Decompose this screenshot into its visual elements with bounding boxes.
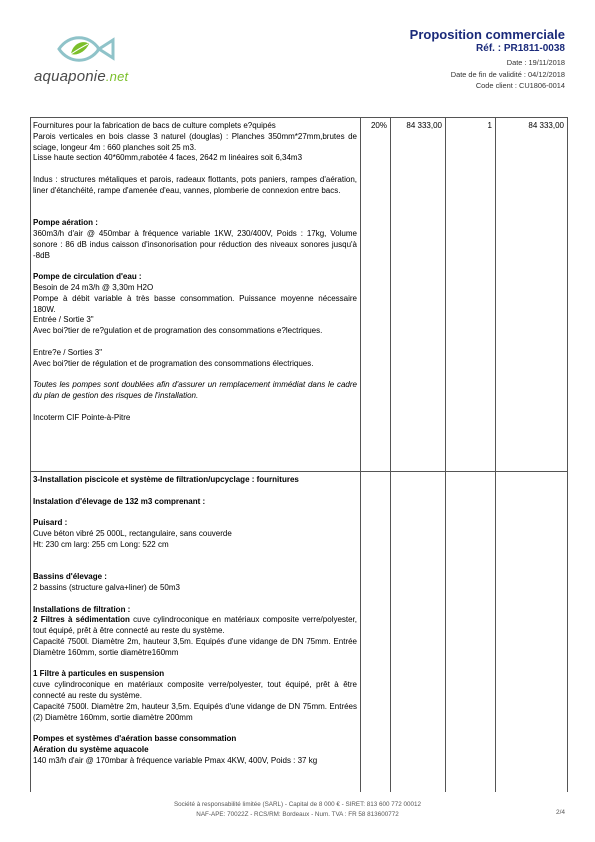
description-line: Entre?e / Sorties 3"	[33, 347, 103, 357]
blank-line	[33, 507, 357, 518]
quantity: 1	[446, 118, 496, 472]
description-line: Pompe à débit variable à très basse consommation. Puissance moyenne nécessaire 180W.	[33, 293, 357, 314]
document-header	[410, 27, 565, 92]
description-line: Aération du système aquacole	[33, 744, 149, 754]
line-items-table	[30, 117, 568, 792]
blank-line	[33, 261, 357, 272]
description-line: Pompe aération :	[33, 218, 98, 228]
description-line: Ht: 230 cm larg: 255 cm Long: 522 cm	[33, 539, 169, 549]
table-row	[31, 472, 568, 793]
blank-line	[33, 337, 357, 348]
description-line: Instalation d'élevage de 132 m3 comprenant :	[33, 496, 206, 506]
vat-rate: 20%	[361, 118, 391, 472]
description-line: Bassins d'élevage :	[33, 572, 107, 582]
description-line: Installations de filtration :	[33, 604, 131, 614]
blank-line	[33, 551, 357, 562]
description-line: Cuve béton vibré 25 000L, rectangulaire, sans couverde	[33, 528, 232, 538]
blank-line	[33, 197, 357, 208]
description-line: Avec boi?tier de re?gulation et de programation des consommations e?lectriques.	[33, 326, 323, 336]
footer-registration-info: NAF-APE: 70022Z - RCS/RM: Bordeaux - Num. TVA : FR 58 813600772	[196, 810, 399, 818]
item-description	[31, 118, 361, 472]
description-line: Incoterm CIF Pointe-à-Pitre	[33, 412, 131, 422]
fish-leaf-icon	[55, 32, 117, 66]
description-line: Entrée / Sortie 3"	[33, 315, 94, 325]
description-line	[33, 615, 357, 637]
blank-line	[33, 723, 357, 734]
description-line: Fournitures pour la fabrication de bacs de culture complets e?quipés	[33, 121, 276, 130]
description-line: 1 Filtre à particules en suspension	[33, 669, 165, 679]
blank-line	[33, 486, 357, 497]
description-line: Lisse haute section 40*60mm,rabotée 4 faces, 2642 m linéaires soit 6,34m3	[33, 153, 303, 163]
validity-date: Date de fin de validité : 04/12/2018	[450, 69, 565, 79]
description-line: Pompe de circulation d'eau :	[33, 272, 142, 282]
description-line: Capacité 7500l. Diamètre 2m, hauteur 3,5m. Equipés d'une vidange de DN 75mm. Entrée Diamètre 160mm, sortie diamètre160mm	[33, 636, 357, 657]
description-line: cuve cylindroconique en matériaux composite verre/polyester, tout équipé, prêt à être connecté au reste du système.	[33, 680, 357, 700]
table-row	[31, 118, 568, 472]
document-title: Proposition commerciale	[409, 27, 565, 42]
description-line: Capacité 7500l. Diamètre 2m, hauteur 3,5m. Equipés d'une vidange de DN 75mm. Entrées (2) Diamètre 160mm, sortie diamètre 200mm	[33, 701, 357, 722]
footer-company-info: Société à responsabilité limitée (SARL) - Capital de 8 000 € - SIRET: 813 600 772 00012	[173, 801, 422, 808]
client-code: Code client : CU1806-0014	[475, 81, 565, 90]
description-line: 3-Installation piscicole et système de filtration/upcyclage : fournitures	[33, 475, 299, 484]
brand-name: aquaponie	[34, 68, 106, 85]
proposal-date: Date : 19/11/2018	[506, 58, 565, 67]
description-line: Besoin de 24 m3/h @ 3,30m H2O	[33, 282, 154, 292]
line-total: 84 333,00	[496, 118, 568, 472]
description-line: Avec boi?tier de régulation et de programation des consommations électriques.	[33, 358, 314, 368]
blank-line	[33, 659, 357, 670]
description-line: Pompes et systèmes d'aération basse consommation	[33, 734, 237, 744]
description-line: 360m3/h d'air @ 450mbar à fréquence variable 1KW, 230/400V, Poids : 17kg, Volume sonore : 86 dB indus caisson d'insonorisation pour réduction des niveaux sonores jusqu'à -8dB	[33, 228, 357, 260]
description-line: Parois verticales en bois classe 3 naturel (douglas) : Planches 350mm*27mm,brutes de sciage, longeur 4m : 660 planches soit 25 m3.	[33, 131, 357, 152]
description-lead: 2 Filtres à sédimentation	[33, 615, 134, 625]
description-line: Indus : structures métaliques et parois, radeaux flottants, pots paniers, rampes d'aération, liner d'étanchéité, rampe d'amenée d'eau, vannes, plomberie de connexion entre bacs.	[33, 174, 357, 195]
description-line: 2 bassins (structure galva+liner) de 50m3	[33, 582, 180, 592]
blank-line	[33, 207, 357, 218]
blank-line	[33, 164, 357, 175]
description-line: Toutes les pompes sont doublées afin d'assurer un remplacement immédiat dans le cadre du plan de gestion des risques de l'installation.	[33, 380, 357, 400]
description-line: 140 m3/h d'air @ 170mbar à fréquence variable Pmax 4KW, 400V, Poids : 37 kg	[33, 755, 318, 765]
blank-line	[33, 369, 357, 380]
description-text: cuve cylindroconique en matériaux composite verre/polyester, tout équipé, prêt à être connecté au reste du système.	[33, 615, 358, 636]
legal-footer	[0, 800, 595, 819]
unit-price: 84 333,00	[391, 118, 446, 472]
blank-line	[33, 561, 357, 572]
blank-line	[33, 594, 357, 605]
reference: Réf. : PR1811-0038	[476, 43, 565, 54]
aquaponie-logo	[30, 32, 140, 87]
brand-tld: .net	[105, 69, 129, 84]
page-number: 2/4	[555, 809, 565, 816]
item-description	[31, 472, 361, 793]
blank-line	[33, 402, 357, 413]
description-line: Puisard :	[33, 518, 68, 528]
